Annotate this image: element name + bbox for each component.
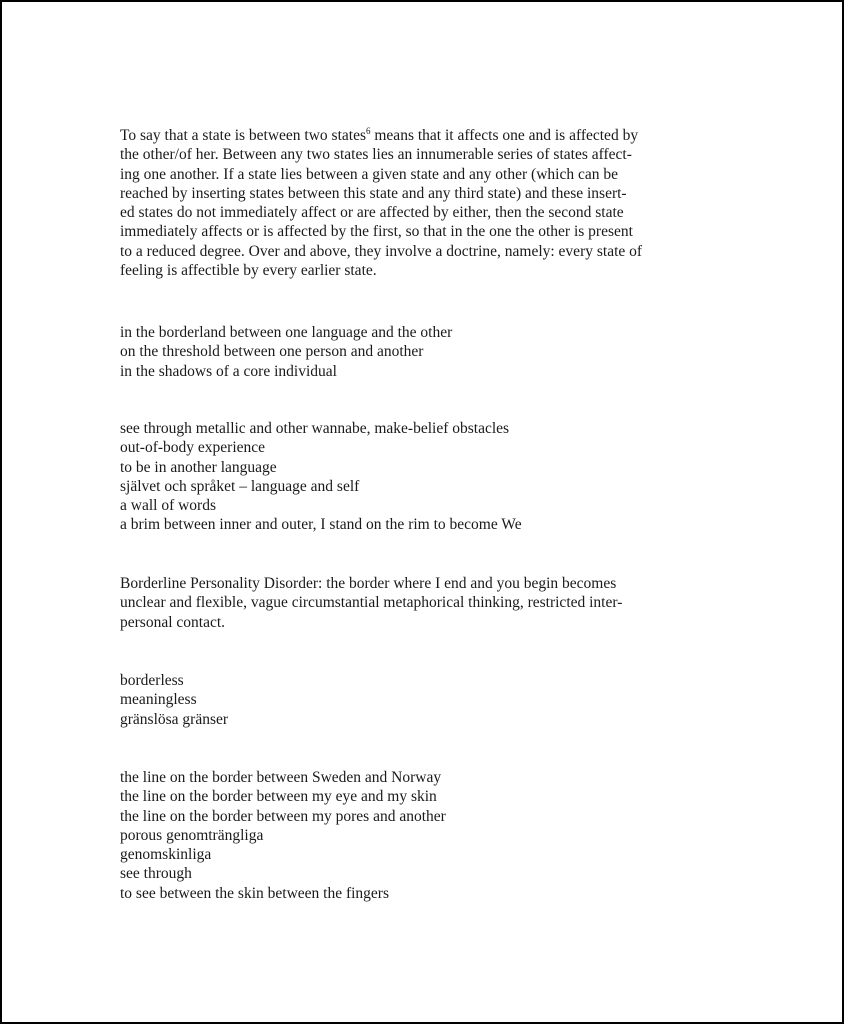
text-line: unclear and flexible, vague circumstantial metaphorical thinking, restricted inter- (120, 594, 623, 612)
text-line: feeling is affectible by every earlier state. (120, 262, 377, 280)
text-line: the other/of her. Between any two states lies an innumerable series of states affect- (120, 146, 632, 164)
verse-line: a wall of words (120, 497, 216, 515)
text-segment: means that it affects one and is affected by (370, 127, 639, 144)
verse-line: the line on the border between Sweden and Norway (120, 769, 442, 786)
text-line: reached by inserting states between this state and any third state) and these insert- (120, 184, 627, 202)
verse-line: borderless (120, 672, 184, 689)
text-line: ing one another. If a state lies between a given state and any other (which can be (120, 165, 618, 183)
text-segment: To say that a state is between two states (120, 127, 366, 144)
verse-line: to see between the skin between the fingers (120, 884, 390, 902)
verse-stanza-borderless (120, 671, 730, 729)
verse-stanza-borderland (120, 323, 730, 381)
prose-paragraph-borderline (120, 574, 730, 632)
verse-line: porous genomträngliga (120, 826, 264, 844)
text-line: to a reduced degree. Over and above, they involve a doctrine, namely: every state of (120, 242, 643, 260)
verse-line: genomskinliga (120, 846, 212, 864)
verse-line: see through (120, 865, 192, 883)
text-line: ed states do not immediately affect or are affected by either, then the second state (120, 204, 624, 222)
verse-line: to be in another language (120, 458, 277, 476)
prose-paragraph-states (120, 126, 730, 280)
text-line (120, 126, 730, 145)
verse-line: självet och språket – language and self (120, 477, 360, 495)
verse-stanza-see-through (120, 419, 730, 535)
footnote-marker: 6 (366, 126, 371, 136)
verse-line: in the borderland between one language and the other (120, 324, 453, 341)
verse-stanza-line-on-border (120, 768, 730, 903)
verse-line: out-of-body experience (120, 439, 266, 457)
verse-line: gränslösa gränser (120, 710, 229, 728)
text-line: Borderline Personality Disorder: the border where I end and you begin becomes (120, 575, 617, 592)
text-line: personal contact. (120, 613, 226, 631)
verse-line: the line on the border between my pores and another (120, 807, 446, 825)
verse-line: a brim between inner and outer, I stand on the rim to become We (120, 516, 522, 534)
verse-line: on the threshold between one person and another (120, 343, 424, 361)
verse-line: in the shadows of a core individual (120, 362, 337, 380)
text-line: immediately affects or is affected by the first, so that in the one the other is present (120, 223, 633, 241)
verse-line: see through metallic and other wannabe, make-belief obstacles (120, 420, 510, 437)
verse-line: the line on the border between my eye and my skin (120, 788, 437, 806)
verse-line: meaningless (120, 691, 197, 709)
